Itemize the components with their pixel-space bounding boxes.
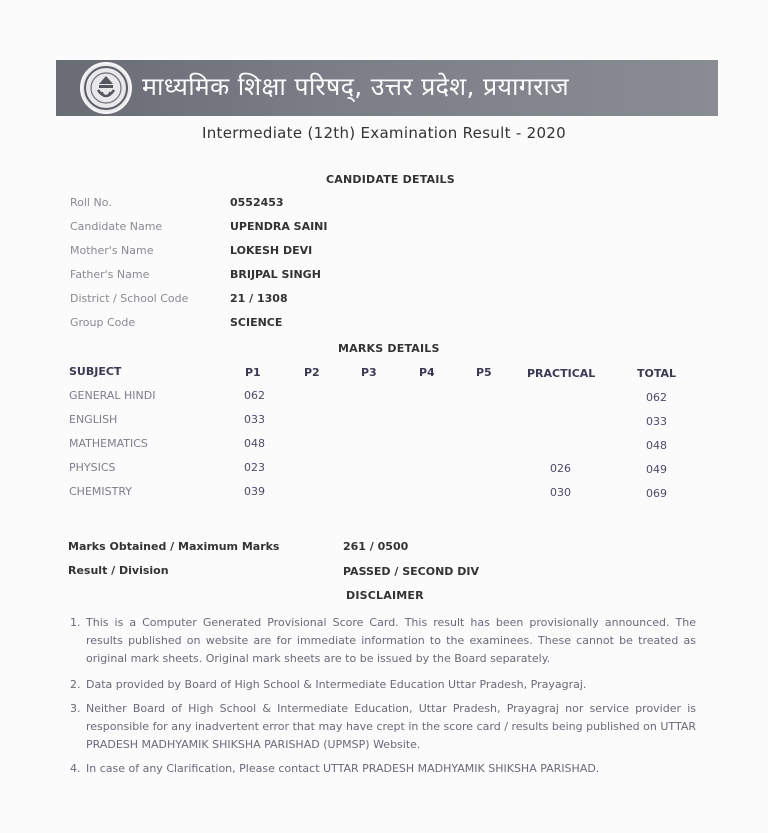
up-government-emblem-icon xyxy=(80,62,132,114)
disclaimer-item xyxy=(70,614,696,668)
table-row-subject: GENERAL HINDI xyxy=(69,389,156,402)
col-p1-header: P1 xyxy=(245,366,261,379)
marks-obtained-value: 261 / 0500 xyxy=(343,540,409,553)
father-name-value: BRIJPAL SINGH xyxy=(230,268,321,281)
table-row-total: 033 xyxy=(646,415,667,428)
district-school-code-label: District / School Code xyxy=(70,292,189,305)
disclaimer-item-number: 3. xyxy=(70,702,81,715)
disclaimer-item xyxy=(70,676,696,694)
disclaimer-item-text: Data provided by Board of High School & Intermediate Education Uttar Pradesh, Prayagraj. xyxy=(86,678,587,691)
marks-obtained-label: Marks Obtained / Maximum Marks xyxy=(68,540,280,553)
table-row-practical: 026 xyxy=(550,462,571,475)
district-school-code-value: 21 / 1308 xyxy=(230,292,288,305)
result-division-label: Result / Division xyxy=(68,564,169,577)
table-row-total: 048 xyxy=(646,439,667,452)
table-row-total: 062 xyxy=(646,391,667,404)
table-row-p1: 033 xyxy=(244,413,265,426)
col-p2-header: P2 xyxy=(304,366,320,379)
board-title: माध्यमिक शिक्षा परिषद्, उत्तर प्रदेश, प्रयागराज xyxy=(142,72,570,101)
table-row-subject: ENGLISH xyxy=(69,413,118,426)
col-subject-header: SUBJECT xyxy=(69,365,122,378)
candidate-name-value: UPENDRA SAINI xyxy=(230,220,328,233)
candidate-details-heading: CANDIDATE DETAILS xyxy=(326,173,455,186)
table-row-p1: 062 xyxy=(244,389,265,402)
table-row-total: 049 xyxy=(646,463,667,476)
disclaimer-item-number: 4. xyxy=(70,762,81,775)
roll-no-label: Roll No. xyxy=(70,196,112,209)
disclaimer-item-text: In case of any Clarification, Please contact UTTAR PRADESH MADHYAMIK SHIKSHA PARISHAD. xyxy=(86,762,600,775)
table-row-subject: PHYSICS xyxy=(69,461,116,474)
col-total-header: TOTAL xyxy=(637,367,677,380)
result-division-value: PASSED / SECOND DIV xyxy=(343,565,480,578)
table-row-p1: 023 xyxy=(244,461,265,474)
group-code-label: Group Code xyxy=(70,316,136,329)
col-practical-header: PRACTICAL xyxy=(527,367,596,380)
disclaimer-item-number: 1. xyxy=(70,616,81,629)
mother-name-label: Mother's Name xyxy=(70,244,154,257)
exam-title: Intermediate (12th) Examination Result - 2020 xyxy=(202,124,566,142)
disclaimer-item xyxy=(70,760,696,778)
disclaimer-heading: DISCLAIMER xyxy=(346,589,424,602)
col-p5-header: P5 xyxy=(476,366,492,379)
table-row-subject: CHEMISTRY xyxy=(69,485,132,498)
disclaimer-item xyxy=(70,700,696,754)
col-p4-header: P4 xyxy=(419,366,435,379)
marks-details-heading: MARKS DETAILS xyxy=(338,342,440,355)
mother-name-value: LOKESH DEVI xyxy=(230,244,313,257)
disclaimer-item-text: This is a Computer Generated Provisional Score Card. This result has been provisionally announced. The results published on website are for immediate information to the examinees. These cannot be treated as original mark sheets. Original mark sheets are to be issued by the Board separately. xyxy=(86,616,696,665)
table-row-total: 069 xyxy=(646,487,667,500)
roll-no-value: 0552453 xyxy=(230,196,284,209)
table-row-practical: 030 xyxy=(550,486,571,499)
disclaimer-item-text: Neither Board of High School & Intermediate Education, Uttar Pradesh, Prayagraj nor service provider is responsible for any inadvertent error that may have crept in the score card / results being published on UTTAR PRADESH MADHYAMIK SHIKSHA PARISHAD (UPMSP) Website. xyxy=(86,702,696,751)
disclaimer-item-number: 2. xyxy=(70,678,81,691)
candidate-name-label: Candidate Name xyxy=(70,220,163,233)
father-name-label: Father's Name xyxy=(70,268,150,281)
group-code-value: SCIENCE xyxy=(230,316,283,329)
table-row-subject: MATHEMATICS xyxy=(69,437,148,450)
table-row-p1: 039 xyxy=(244,485,265,498)
header-banner xyxy=(56,60,718,116)
table-row-p1: 048 xyxy=(244,437,265,450)
col-p3-header: P3 xyxy=(361,366,377,379)
